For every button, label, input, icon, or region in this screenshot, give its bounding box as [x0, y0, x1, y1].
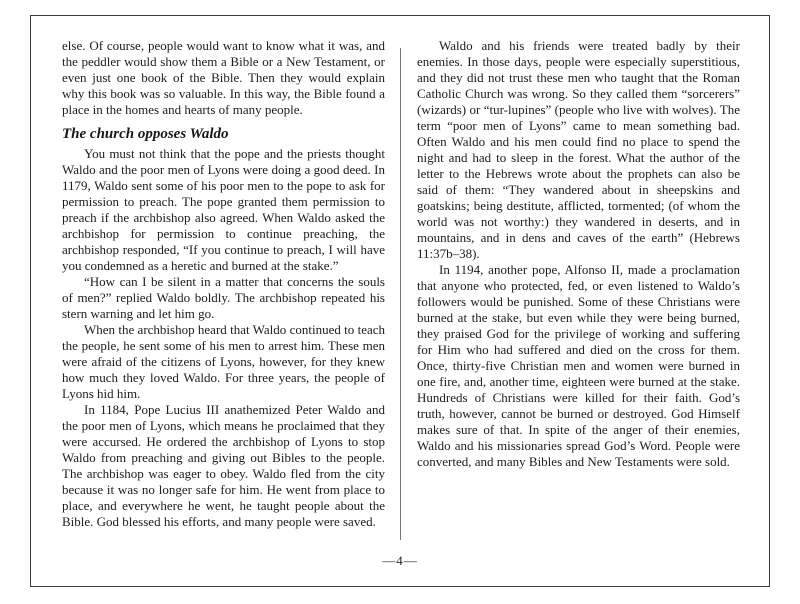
- page-number: —4—: [382, 553, 418, 568]
- paragraph: In 1184, Pope Lucius III anathemized Peter Waldo and the poor men of Lyons, which means he proclaimed that they were accursed. He ordered the archbishop of Lyons to stop Waldo from preaching and giving out Bibles to the people. The archbishop was eager to obey. Waldo fled from the city because it was no longer safe for him. He went from place to place, and everywhere he went, he taught people about the Bible. God blessed his efforts, and many people were saved.: [62, 402, 385, 529]
- paragraph: In 1194, another pope, Alfonso II, made a proclamation that anyone who protected, fed, or even listened to Waldo’s followers would be punished. Some of these Christians were burned at the stake, but even while they were being burned, they praised God for the privilege of working and suffering for Him who had suffered and died on the cross for them. Once, thirty-five Christian men and women were burned in one fire, and, another time, eighteen were burned at the stake. Hundreds of Christians were killed for their faith. God’s truth, however, cannot be burned or destroyed. God Himself makes sure of that. In spite of the anger of their enemies, Waldo and his missionaries spread God’s Word. People were converted, and many Bibles and New Testaments were sold.: [417, 262, 740, 469]
- paragraph: else. Of course, people would want to know what it was, and the peddler would show them a Bible or a New Testament, or even just one book of the Bible. Then they would explain why this book was so valuable. In this way, the Bible found a place in the homes and hearts of many people.: [62, 38, 385, 117]
- paragraph: Waldo and his friends were treated badly by their enemies. In those days, people were especially superstitious, and they did not trust these men who taught that the Roman Catholic Church was wrong. So they called them “sorcerers” (wizards) or “tur-lupines” (people who live with wolves). The term “poor men of Lyons” came to mean something bad. Often Waldo and his men could find no place to spend the night and had to sleep in the forest. What the author of the letter to the Hebrews wrote about the prophets can also be said of them: “They wandered about in sheepskins and goatskins; being destitute, afflicted, tormented; (of whom the world was not worthy:) they wandered in deserts, and in mountains, and in dens and caves of the earth” (Hebrews 11:37b–38).: [417, 38, 740, 261]
- paragraph: You must not think that the pope and the priests thought Waldo and the poor men of Lyons were doing a good deed. In 1179, Waldo sent some of his poor men to the pope to ask for permission to preach. The pope granted them permission to preach if the archbishop also agreed. When Waldo asked the archbishop for permission to continue preaching, the archbishop responded, “If you continue to preach, I will have you condemned as a heretic and burned at the stake.”: [62, 146, 385, 273]
- book-page: [30, 15, 770, 587]
- section-heading: The church opposes Waldo: [62, 126, 229, 142]
- paragraph: When the archbishop heard that Waldo continued to teach the people, he sent some of his men to arrest him. These men were afraid of the citizens of Lyons, however, for they knew how much they loved Waldo. For three years, the people of Lyons hid him.: [62, 322, 385, 401]
- column-divider-rule: [400, 48, 401, 540]
- right-column: [417, 38, 740, 470]
- left-column: [62, 38, 385, 530]
- paragraph: “How can I be silent in a matter that concerns the souls of men?” replied Waldo boldly. The archbishop repeated his stern warning and let him go.: [62, 274, 385, 321]
- page-footer: [31, 552, 769, 570]
